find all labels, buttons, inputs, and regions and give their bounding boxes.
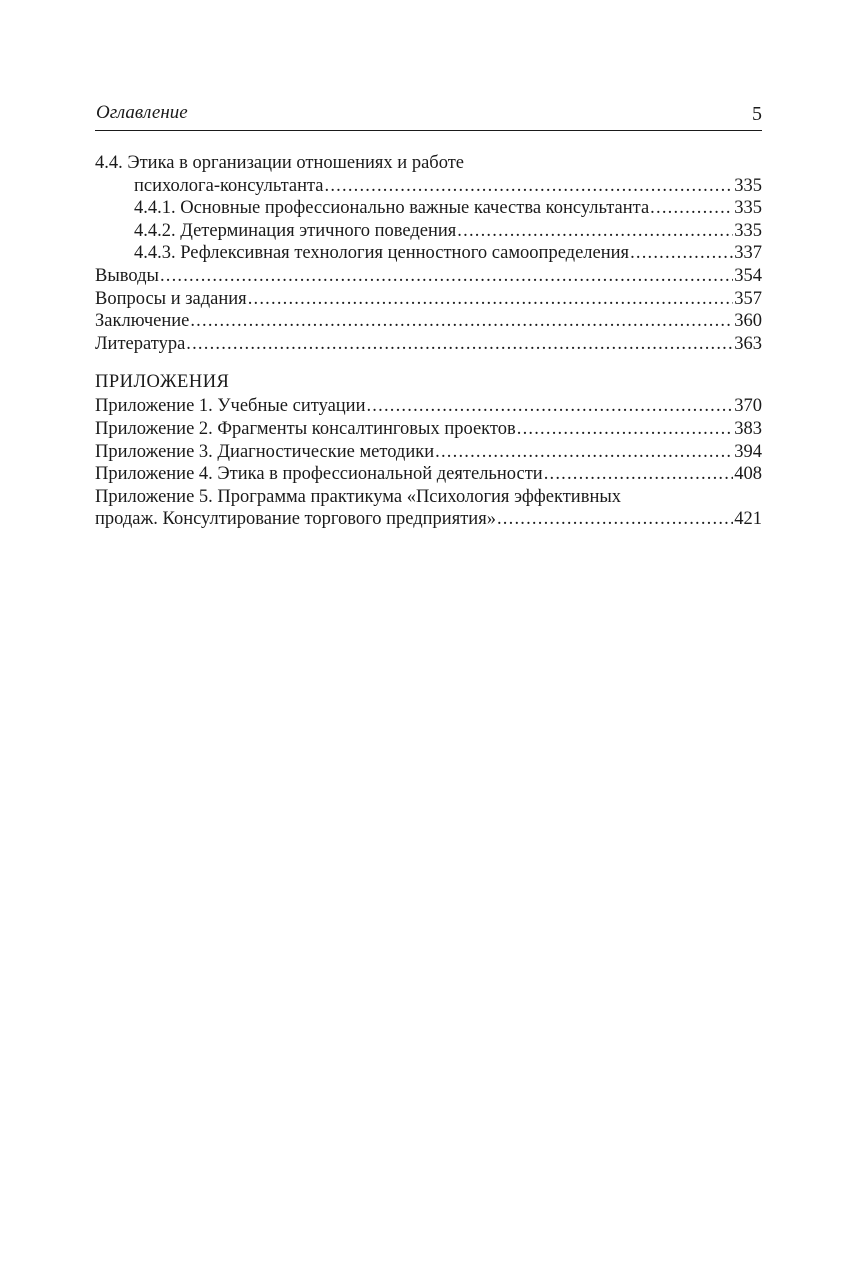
table-of-contents xyxy=(95,152,762,531)
toc-vyvody[interactable] xyxy=(95,265,762,288)
dot-leader xyxy=(325,175,734,198)
toc-subsection-4-4-3[interactable] xyxy=(95,242,762,265)
dot-leader xyxy=(190,310,733,333)
toc-entry-page: 363 xyxy=(734,333,762,354)
dot-leader xyxy=(248,288,734,311)
toc-entry-page: 354 xyxy=(734,265,762,286)
toc-entry-page: 383 xyxy=(734,418,762,439)
dot-leader xyxy=(650,197,733,220)
toc-zaklyuchenie[interactable] xyxy=(95,310,762,333)
toc-entry-page: 408 xyxy=(734,464,762,485)
toc-entry-text: продаж. Консултирование торгового предприятия» xyxy=(95,509,496,530)
toc-entry-text: Приложение 1. Учебные ситуации xyxy=(95,396,366,417)
toc-subsection-4-4-1[interactable] xyxy=(95,197,762,220)
toc-entry-text: Приложение 2. Фрагменты консалтинговых проектов xyxy=(95,418,516,439)
page-number: 5 xyxy=(752,103,762,125)
dot-leader xyxy=(160,265,733,288)
toc-subsection-4-4-2[interactable] xyxy=(95,220,762,243)
toc-entry-page: 337 xyxy=(734,243,762,264)
dot-leader xyxy=(435,441,733,464)
dot-leader xyxy=(544,463,734,486)
toc-entry-text: Литература xyxy=(95,333,186,354)
toc-entry-text: Вопросы и задания xyxy=(95,288,247,309)
toc-entry-text: Приложение 3. Диагностические методики xyxy=(95,441,435,462)
toc-entry-text: Приложение 4. Этика в профессиональной деятельности xyxy=(95,464,543,485)
toc-entry-page: 360 xyxy=(734,311,762,332)
toc-entry-text: Выводы xyxy=(95,265,159,286)
toc-appendix-5-title: Приложение 5. Программа практикума «Психология эффективных xyxy=(95,486,622,507)
header-title: Оглавление xyxy=(96,102,188,123)
toc-entry-page: 335 xyxy=(734,220,762,241)
toc-entry-text: 4.4.2. Детерминация этичного поведения xyxy=(134,220,457,241)
toc-entry-page: 357 xyxy=(734,288,762,309)
toc-entry-text: 4.4.1. Основные профессионально важные качества консультанта xyxy=(134,198,650,219)
running-header xyxy=(95,100,762,131)
toc-appendix-1[interactable] xyxy=(95,395,762,418)
dot-leader xyxy=(457,220,733,243)
toc-appendix-5[interactable] xyxy=(95,508,762,531)
dot-leader xyxy=(366,395,733,418)
toc-entry-text: психолога-консультанта xyxy=(134,175,324,196)
toc-entry-text: Заключение xyxy=(95,311,190,332)
toc-section-4-4[interactable] xyxy=(95,175,762,198)
toc-appendix-3[interactable] xyxy=(95,441,762,464)
toc-entry-page: 394 xyxy=(734,441,762,462)
toc-entry-page: 421 xyxy=(734,509,762,530)
toc-appendix-2[interactable] xyxy=(95,418,762,441)
toc-literatura[interactable] xyxy=(95,333,762,356)
appendices-heading: ПРИЛОЖЕНИЯ xyxy=(95,372,230,393)
dot-leader xyxy=(517,418,734,441)
toc-appendix-4[interactable] xyxy=(95,463,762,486)
toc-entry-page: 335 xyxy=(734,175,762,196)
dot-leader xyxy=(186,333,733,356)
dot-leader xyxy=(497,508,733,531)
dot-leader xyxy=(630,242,733,265)
toc-section-4-4-title: 4.4. Этика в организации отношениях и работе xyxy=(95,153,465,173)
toc-entry-text: 4.4.3. Рефлексивная технология ценностного самоопределения xyxy=(134,243,630,264)
toc-entry-page: 370 xyxy=(734,396,762,417)
toc-entry-page: 335 xyxy=(734,198,762,219)
toc-voprosy[interactable] xyxy=(95,288,762,311)
